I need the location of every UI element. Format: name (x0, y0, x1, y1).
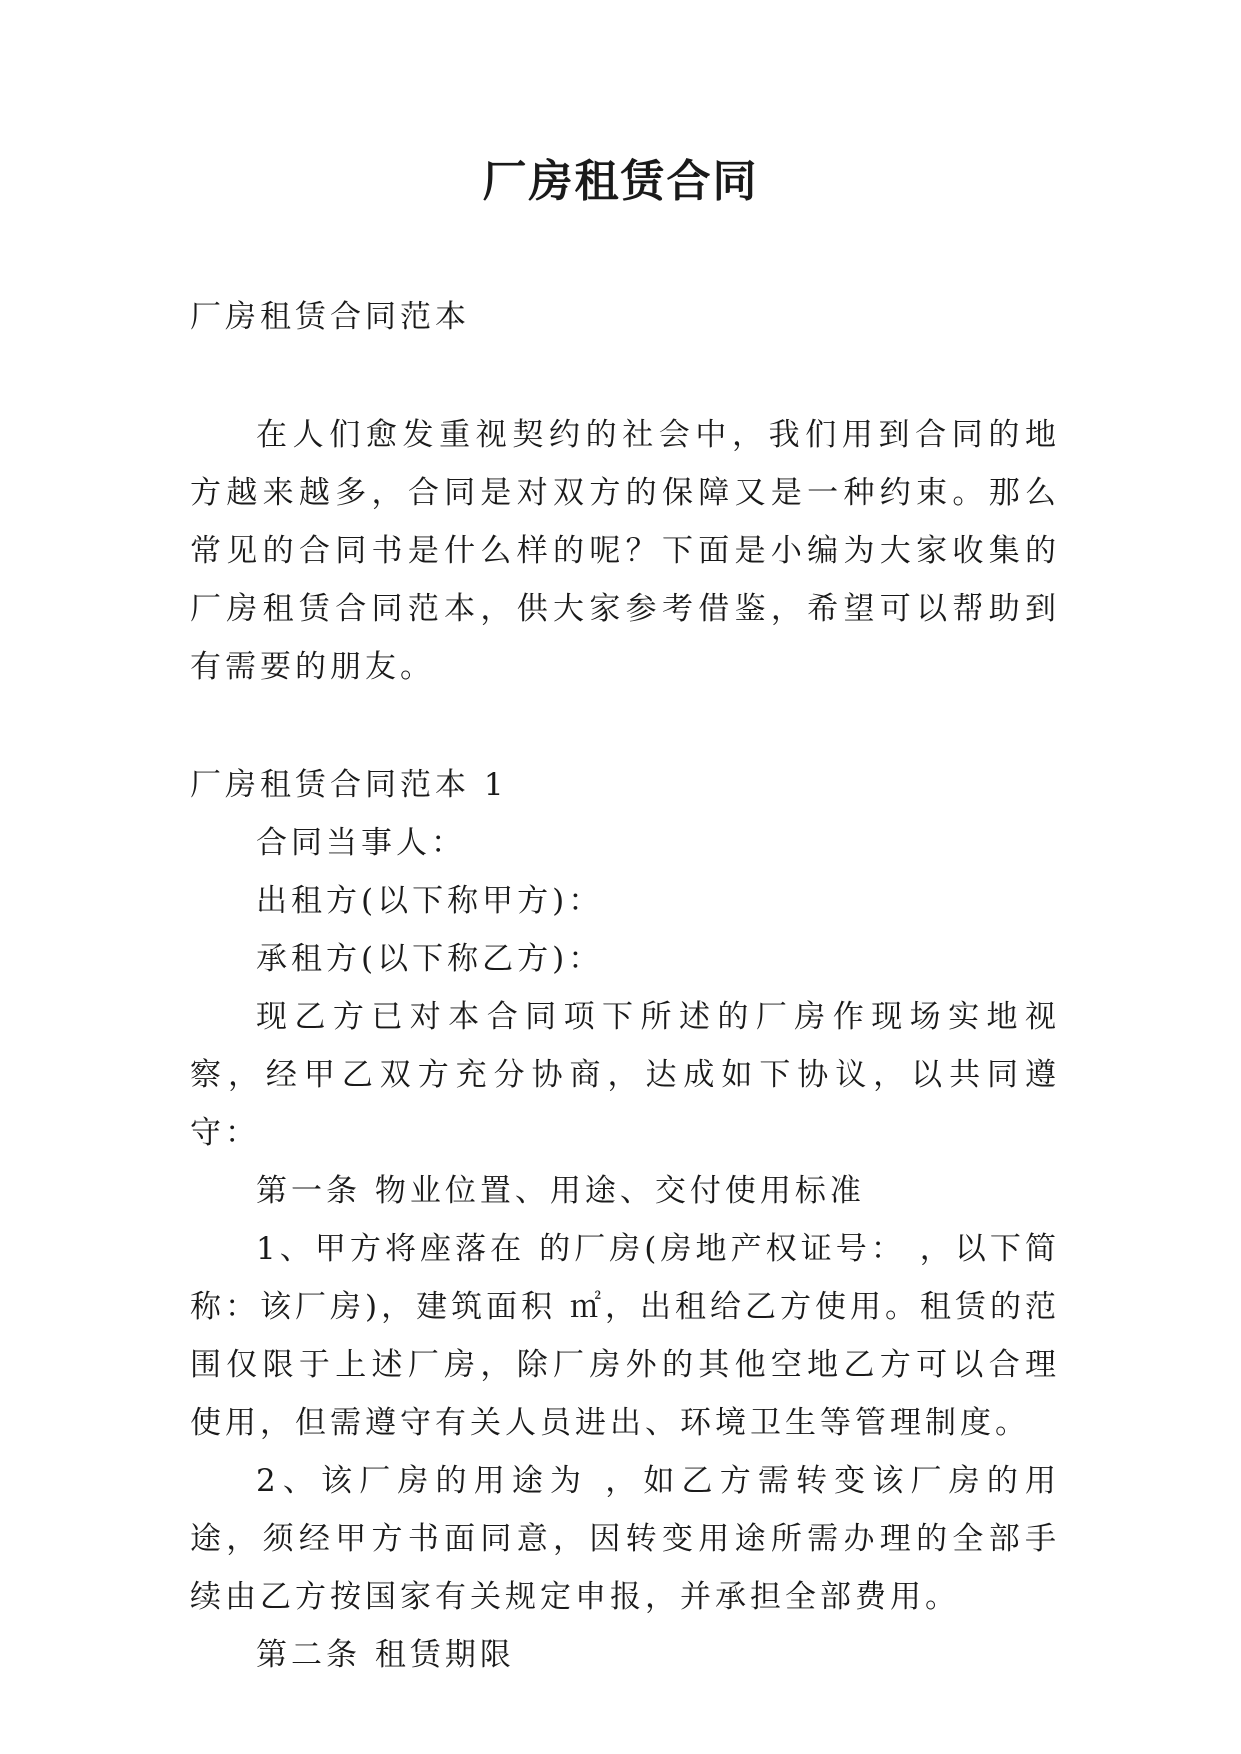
lessee-line: 承租方(以下称乙方)： (256, 941, 604, 977)
lessor-line: 出租方(以下称甲方)： (256, 883, 604, 919)
article-one-heading: 第一条 物业位置、用途、交付使用标准 (256, 1173, 865, 1209)
document-title: 厂房租赁合同 (482, 156, 759, 207)
parties-heading: 合同当事人： (256, 825, 466, 861)
sample-heading: 厂房租赁合同范本 1 (190, 767, 508, 803)
subtitle-paragraph: 厂房租赁合同范本 (190, 299, 470, 335)
document-body (190, 288, 1060, 1684)
article-two-heading: 第二条 租赁期限 (256, 1637, 515, 1673)
clause-1-paragraph: 1、甲方将座落在 的厂房(房地产权证号： ，以下简称：该厂房)，建筑面积 ㎡，出租给乙方使用。租赁的范围仅限于上述厂房，除厂房外的其他空地乙方可以合理使用，但需遵守有关人员进出、环境卫生等管理制度。 (190, 1231, 1060, 1441)
intro-paragraph: 在人们愈发重视契约的社会中，我们用到合同的地方越来越多，合同是对双方的保障又是一种约束。那么常见的合同书是什么样的呢？下面是小编为大家收集的厂房租赁合同范本，供大家参考借鉴，希望可以帮助到有需要的朋友。 (190, 417, 1060, 685)
clause-2-paragraph: 2、该厂房的用途为 ，如乙方需转变该厂房的用途，须经甲方书面同意，因转变用途所需办理的全部手续由乙方按国家有关规定申报，并承担全部费用。 (190, 1463, 1060, 1615)
agreement-paragraph: 现乙方已对本合同项下所述的厂房作现场实地视察，经甲乙双方充分协商，达成如下协议，以共同遵守： (190, 999, 1060, 1151)
